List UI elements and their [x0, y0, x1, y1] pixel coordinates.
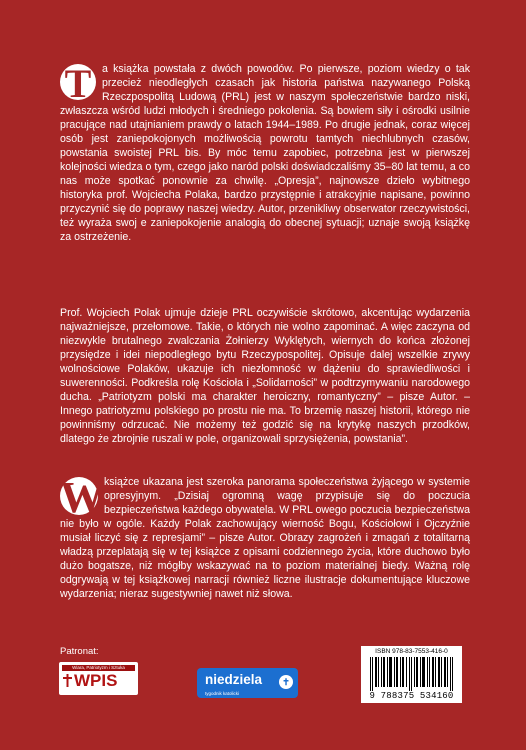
paragraph-panorama: [60, 475, 470, 601]
patronat-label: Patronat:: [60, 646, 99, 657]
dropcap-w: W: [60, 473, 104, 522]
isbn-barcode: [361, 646, 462, 703]
paragraph-author: [60, 306, 470, 446]
wpis-tagline: Wiara, Patriotyzm i Sztuka: [62, 665, 135, 671]
dropcap-t: T: [60, 64, 96, 100]
paragraph-panorama-text: książce ukazana jest szeroka panorama społeczeństwa żyjącego w systemie opresyjnym. „Dzisiaj ogromną wagę przypisuje się do poczucia bezpieczeństwa każdego obywatela. W PRL owego poczucia bezpieczeństwa nie było w ogóle. Każdy Polak zachowujący wierność Bogu, Kościołowi i Ojczyźnie musiał liczyć się z represjami” – pisze Autor. Obrazy zagrożeń i zmagań z totalitarną władzą przeplatają się w tej książce z opisami codziennego życia, które duchowo było dużo bogatsze, niż mógłby wskazywać na to poziom materialnej biedy. Ważną rolę odgrywają w tej książkowej narracji również liczne ilustracje dokumentujące kluczowe wydarzenia; nieraz sugestywniej nawet niż słowa.: [60, 476, 470, 600]
wpis-name: WPIS: [74, 671, 118, 690]
niedziela-name: niedziela: [205, 672, 263, 687]
niedziela-logo: [197, 668, 298, 698]
barcode-bars-icon: [369, 657, 455, 691]
paragraph-intro: [60, 62, 470, 244]
isbn-text: ISBN 978-83-7553-416-0: [375, 648, 448, 655]
paragraph-intro-text: a książka powstała z dwóch powodów. Po pierwsze, poziom wiedzy o tak przecież nieodległych czasach jak historia państwa nazywanego Polską Rzeczpospolitą Ludową (PRL) jest w naszym społeczeństwie bardzo niski, zwłaszcza wśród ludzi młodych i średniego pokolenia. Są bowiem siły i ośrodki usilnie pracujące nad utajnianiem prawdy o latach 1944–1989. Po drugie jednak, coraz więcej osób jest zaniepokojonych możliwością powrotu tamtych niechlubnych czasów, powstania swoistej PRL bis. By móc temu zapobiec, potrzebna jest w pierwszej kolejności wiedza o tym, czego jako naród polski doświadczaliśmy 35–80 lat temu, a co nas może spotkać ponownie za chwilę. „Opresja”, najnowsze dzieło wybitnego historyka prof. Wojciecha Polaka, bardzo przystępnie i atrakcyjnie napisane, powinno przyczynić się do poprawy naszej wiedzy. Autor, przenikliwy obserwator rzeczywistości, też wyraża swoj e zaniepokojenie analogią do obecnej sytuacji; uznaje swoją książkę za ostrzeżenie.: [60, 63, 470, 243]
niedziela-subtitle: tygodnik katolicki: [205, 691, 240, 696]
niedziela-emblem-icon: ✝: [279, 675, 293, 689]
barcode-number: 9 788375 534160: [369, 691, 454, 701]
paragraph-author-text: Prof. Wojciech Polak ujmuje dzieje PRL oczywiście skrótowo, akcentując wydarzenia najważniejsze, przełomowe. Takie, o których nie wolno zapominać. A więc zaczyna od niezwykle brutalnego zwalczania Żołnierzy Wyklętych, wiernych do końca złożonej przysiędze i idei niepodległego bytu Rzeczypospolitej. Opisuje dalej wszelkie zrywy wolnościowe Polaków, ukazuje ich niezłomność w dążeniu do sprawiedliwości i suwerenności. Podkreśla rolę Kościoła i „Solidarności” w podtrzymywaniu narodowego ducha. „Patriotyzm polski ma charakter heroiczny, romantyczny” – pisze Autor. – Innego patriotyzmu polskiego po prostu nie ma. To brzemię naszej historii, którego nie powinniśmy odrzucać. Nie możemy też godzić się na krytykę naszych przodków, dlatego że zbrojnie ruszali w pole, organizowali sprzysiężenia, powstania”.: [60, 307, 470, 445]
wpis-logo: [59, 662, 138, 695]
cross-icon: [63, 674, 72, 687]
